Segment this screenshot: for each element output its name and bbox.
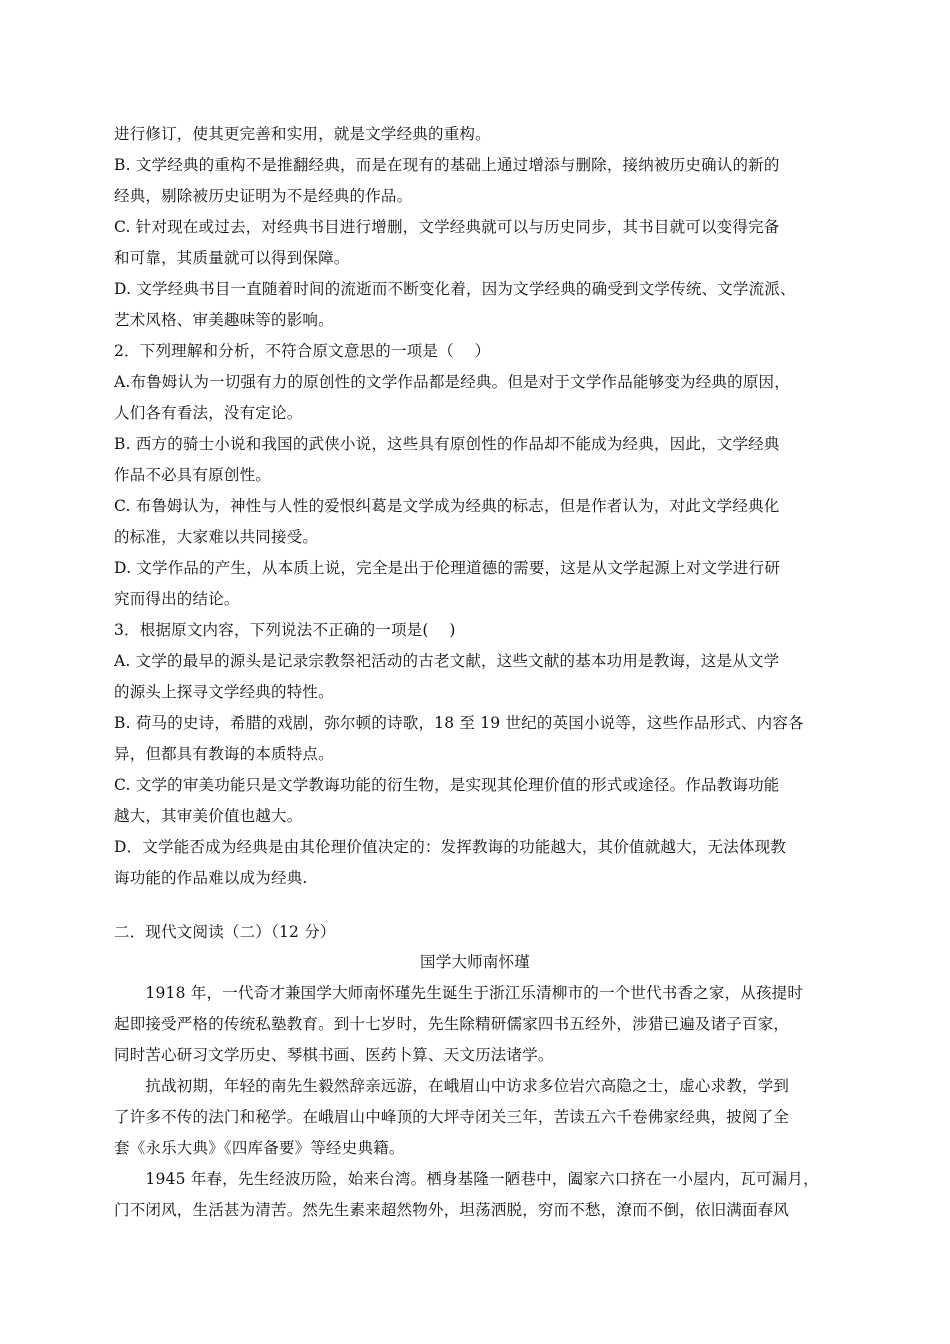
text-line: 同时苦心研习文学历史、琴棋书画、医药卜算、天文历法诸学。 <box>114 1046 554 1064</box>
text-line: B. 文学经典的重构不是推翻经典，而是在现有的基础上通过增添与删除，接纳被历史确认的新的 <box>114 156 780 174</box>
text-line: C. 布鲁姆认为，神性与人性的爱恨纠葛是文学成为经典的标志，但是作者认为，对此文学经典化 <box>114 497 780 515</box>
text-line: 门不闭风，生活甚为清苦。然先生素来超然物外，坦荡洒脱，穷而不愁，潦而不倒，依旧满面春风 <box>114 1201 790 1219</box>
text-line: 越大，其审美价值也越大。 <box>114 807 303 825</box>
text-line: 套《永乐大典》《四库备要》等经史典籍。 <box>114 1139 405 1157</box>
section-heading: 二．现代文阅读（二）（12 分） <box>114 923 336 941</box>
text-line: A.布鲁姆认为一切强有力的原创性的文学作品都是经典。但是对于文学作品能够变为经典的原因， <box>114 373 790 391</box>
text-line: 起即接受严格的传统私塾教育。到十七岁时，先生除精研儒家四书五经外，涉猎已遍及诸子百家， <box>114 1015 790 1033</box>
question-stem: 2．下列理解和分析，不符合原文意思的一项是（ ） <box>114 342 491 360</box>
text-line: 的源头上探寻文学经典的特性。 <box>114 683 334 701</box>
text-line: D. 文学作品的产生，从本质上说，完全是出于伦理道德的需要，这是从文学起源上对文学进行研 <box>114 559 781 577</box>
text-line: 和可靠，其质量就可以得到保障。 <box>114 249 350 267</box>
text-line: 了许多不传的法门和秘学。在峨眉山中峰顶的大坪寺闭关三年，苦读五六千卷佛家经典，披阅了全 <box>114 1108 790 1126</box>
text-line: C. 针对现在或过去，对经典书目进行增删，文学经典就可以与历史同步，其书目就可以变得完备 <box>114 218 780 236</box>
text-line: D．文学能否成为经典是由其伦理价值决定的：发挥教诲的功能越大，其价值就越大，无法体现教 <box>114 838 787 856</box>
text-line: A. 文学的最早的源头是记录宗教祭祀活动的古老文献，这些文献的基本功用是教诲，这是从文学 <box>114 652 780 670</box>
text-line: 经典，剔除被历史证明为不是经典的作品。 <box>114 187 413 205</box>
text-line: 1945 年春，先生经波历险，始来台湾。栖身基隆一陋巷中，阖家六口挤在一小屋内，瓦可漏月， <box>114 1170 819 1188</box>
text-line: 究而得出的结论。 <box>114 590 240 608</box>
text-line: B. 荷马的史诗，希腊的戏剧，弥尔顿的诗歌，18 至 19 世纪的英国小说等，这些作品形式、内容各 <box>114 714 804 732</box>
text-line: 异，但都具有教诲的本质特点。 <box>114 745 334 763</box>
text-line: 进行修订，使其更完善和实用，就是文学经典的重构。 <box>114 125 491 143</box>
text-line: B. 西方的骑士小说和我国的武侠小说，这些具有原创性的作品却不能成为经典，因此，文学经典 <box>114 435 780 453</box>
question-stem: 3．根据原文内容，下列说法不正确的一项是( ) <box>114 621 456 639</box>
article-title: 国学大师南怀瑾 <box>420 953 530 971</box>
text-line: 作品不必具有原创性。 <box>114 466 272 484</box>
text-line: 抗战初期，年轻的南先生毅然辞亲远游，在峨眉山中访求多位岩穴高隐之士，虚心求教，学到 <box>114 1077 790 1095</box>
text-line: 1918 年，一代奇才兼国学大师南怀瑾先生诞生于浙江乐清柳市的一个世代书香之家，从孩提时 <box>114 984 804 1002</box>
text-line: 诲功能的作品难以成为经典. <box>114 869 308 887</box>
text-line: D. 文学经典书目一直随着时间的流逝而不断变化着，因为文学经典的确受到文学传统、文学流派、 <box>114 280 796 298</box>
text-line: 艺术风格、审美趣味等的影响。 <box>114 311 334 329</box>
text-line: C. 文学的审美功能只是文学教诲功能的衍生物，是实现其伦理价值的形式或途径。作品教诲功能 <box>114 776 780 794</box>
text-line: 人们各有看法，没有定论。 <box>114 404 303 422</box>
text-line: 的标准，大家难以共同接受。 <box>114 528 319 546</box>
